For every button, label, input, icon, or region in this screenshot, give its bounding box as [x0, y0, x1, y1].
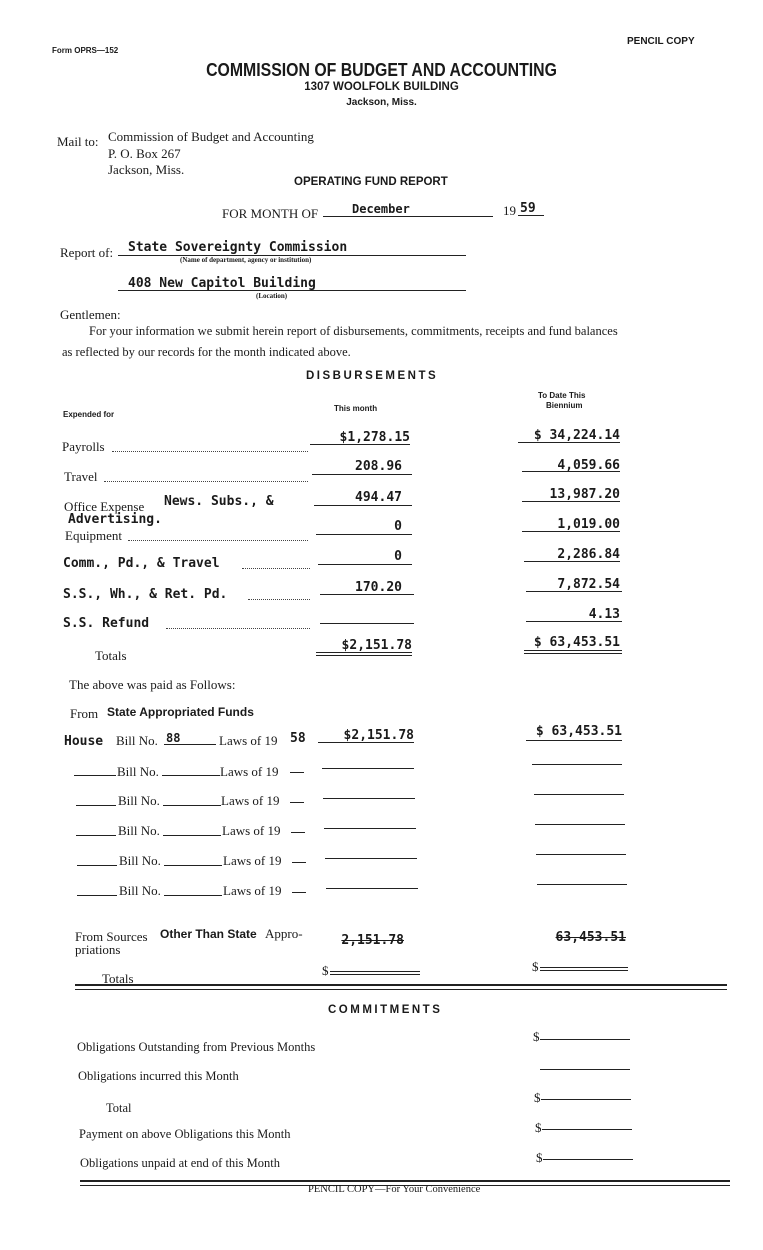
- agency-building: 1307 WOOLFOLK BUILDING: [304, 81, 459, 93]
- location-value: 408 New Capitol Building: [128, 276, 316, 291]
- report-title: OPERATING FUND REPORT: [294, 176, 448, 188]
- mail-to-line3: Jackson, Miss.: [108, 162, 185, 177]
- bill2-bill-label: Bill No.: [117, 764, 159, 779]
- commitments-title: COMMITMENTS: [328, 1004, 443, 1016]
- bill6-laws-label: Laws of 19: [223, 883, 282, 898]
- other-sources-month: 2,151.78: [341, 933, 404, 948]
- other-sources-bold: Other Than State: [160, 927, 257, 941]
- row-ss-wh-month: 170.20: [355, 580, 402, 595]
- bill4-laws-label: Laws of 19: [222, 823, 281, 838]
- year-value: 59: [520, 201, 536, 216]
- col-this-month: This month: [334, 404, 378, 413]
- bill6-bill-label: Bill No.: [119, 883, 161, 898]
- bill1-number: 88: [166, 731, 181, 745]
- intro-line1: For your information we submit herein report of disbursements, commitments, receipts and fund balances: [89, 324, 618, 338]
- commit-row-5: Obligations unpaid at end of this Month: [80, 1156, 280, 1170]
- intro-line2: as reflected by our records for the month indicated above.: [62, 345, 351, 359]
- bill2-laws-label: Laws of 19: [220, 764, 279, 779]
- other-sources-prefix: From Sources: [75, 929, 148, 944]
- location-caption: (Location): [256, 292, 288, 300]
- state-funds-label: State Appropriated Funds: [107, 705, 254, 719]
- bill5-bill-label: Bill No.: [119, 853, 161, 868]
- col-to-date-1: To Date This: [538, 391, 586, 400]
- month-value: December: [352, 202, 410, 216]
- row-travel-todate: 4,059.66: [557, 458, 620, 473]
- bill3-bill-label: Bill No.: [118, 793, 160, 808]
- state-funds-prefix: From: [70, 706, 99, 721]
- col-expended-for: Expended for: [63, 410, 115, 419]
- row-travel-month: 208.96: [355, 459, 402, 474]
- footer-note: PENCIL COPY—For Your Convenience: [308, 1184, 481, 1195]
- agency-city: Jackson, Miss.: [346, 97, 417, 108]
- row-comm-todate: 2,286.84: [557, 547, 620, 562]
- paid-totals-todate-dollar: $: [532, 959, 539, 974]
- commit-row-1: Obligations Outstanding from Previous Months: [77, 1040, 316, 1054]
- row-payrolls-month: $1,278.15: [339, 430, 410, 445]
- agency-title: COMMISSION OF BUDGET AND ACCOUNTING: [206, 60, 557, 80]
- commit-row-5-dollar: $: [536, 1150, 543, 1165]
- commit-row-1-dollar: $: [533, 1029, 540, 1044]
- disb-totals-todate: $ 63,453.51: [533, 635, 620, 650]
- paid-totals-month-dollar: $: [322, 963, 329, 978]
- bill1-month: $2,151.78: [343, 728, 414, 743]
- bill1-bill-label: Bill No.: [116, 733, 158, 748]
- bill3-laws-label: Laws of 19: [221, 793, 280, 808]
- paid-totals-label: Totals: [102, 971, 134, 986]
- row-ss-wh-todate: 7,872.54: [557, 577, 620, 592]
- mail-to-label: Mail to:: [57, 134, 99, 149]
- row-ss-refund-todate: 4.13: [588, 607, 620, 622]
- commit-row-2: Obligations incurred this Month: [78, 1069, 239, 1083]
- row-ss-wh-label: S.S., Wh., & Ret. Pd.: [63, 587, 228, 602]
- mail-to-line1: Commission of Budget and Accounting: [108, 129, 314, 144]
- row-travel-label: Travel: [64, 469, 98, 484]
- disbursements-title: DISBURSEMENTS: [306, 370, 439, 382]
- disb-totals-month: $2,151.78: [341, 638, 412, 653]
- pencil-copy-label: PENCIL COPY: [627, 36, 695, 47]
- other-sources-appro: Appro-: [265, 926, 303, 941]
- salutation: Gentlemen:: [60, 307, 121, 322]
- bill4-bill-label: Bill No.: [118, 823, 160, 838]
- report-of-label: Report of:: [60, 245, 114, 260]
- row-payrolls-label: Payrolls: [62, 439, 105, 454]
- bill1-laws-label: Laws of 19: [219, 733, 278, 748]
- bill1-todate: $ 63,453.51: [535, 724, 622, 739]
- bill5-laws-label: Laws of 19: [223, 853, 282, 868]
- commit-row-4: Payment on above Obligations this Month: [79, 1127, 291, 1141]
- row-office-label: Office Expense: [64, 499, 145, 514]
- disb-totals-label: Totals: [95, 648, 127, 663]
- row-equipment-month: 0: [394, 519, 402, 534]
- row-equipment-typed: Advertising.: [68, 512, 162, 527]
- mail-to-line2: P. O. Box 267: [108, 146, 181, 161]
- bill1-year: 58: [290, 731, 306, 746]
- row-comm-label: Comm., Pd., & Travel: [63, 556, 220, 571]
- row-payrolls-todate: $ 34,224.14: [533, 428, 620, 443]
- year-prefix: 19: [503, 203, 516, 218]
- commit-row-4-dollar: $: [535, 1120, 542, 1135]
- row-ss-refund-label: S.S. Refund: [63, 616, 150, 631]
- report-of-caption: (Name of department, agency or institution): [180, 256, 312, 264]
- commit-row-3-dollar: $: [534, 1090, 541, 1105]
- report-of-value: State Sovereignty Commission: [128, 240, 348, 255]
- row-office-todate: 13,987.20: [549, 487, 620, 502]
- form-number: Form OPRS—152: [52, 46, 119, 55]
- bill1-house: House: [64, 734, 104, 749]
- commit-row-3: Total: [106, 1101, 132, 1115]
- col-to-date-2: Biennium: [546, 401, 583, 410]
- other-sources-priations: priations: [75, 942, 121, 957]
- month-label: FOR MONTH OF: [222, 206, 319, 221]
- row-comm-month: 0: [394, 549, 402, 564]
- row-office-month: 494.47: [355, 490, 402, 505]
- other-sources-todate: 63,453.51: [555, 930, 626, 945]
- row-equipment-label: Equipment: [65, 528, 123, 543]
- row-office-typed: News. Subs., &: [164, 494, 274, 509]
- paid-as-follows-label: The above was paid as Follows:: [69, 677, 236, 692]
- row-equipment-todate: 1,019.00: [557, 517, 620, 532]
